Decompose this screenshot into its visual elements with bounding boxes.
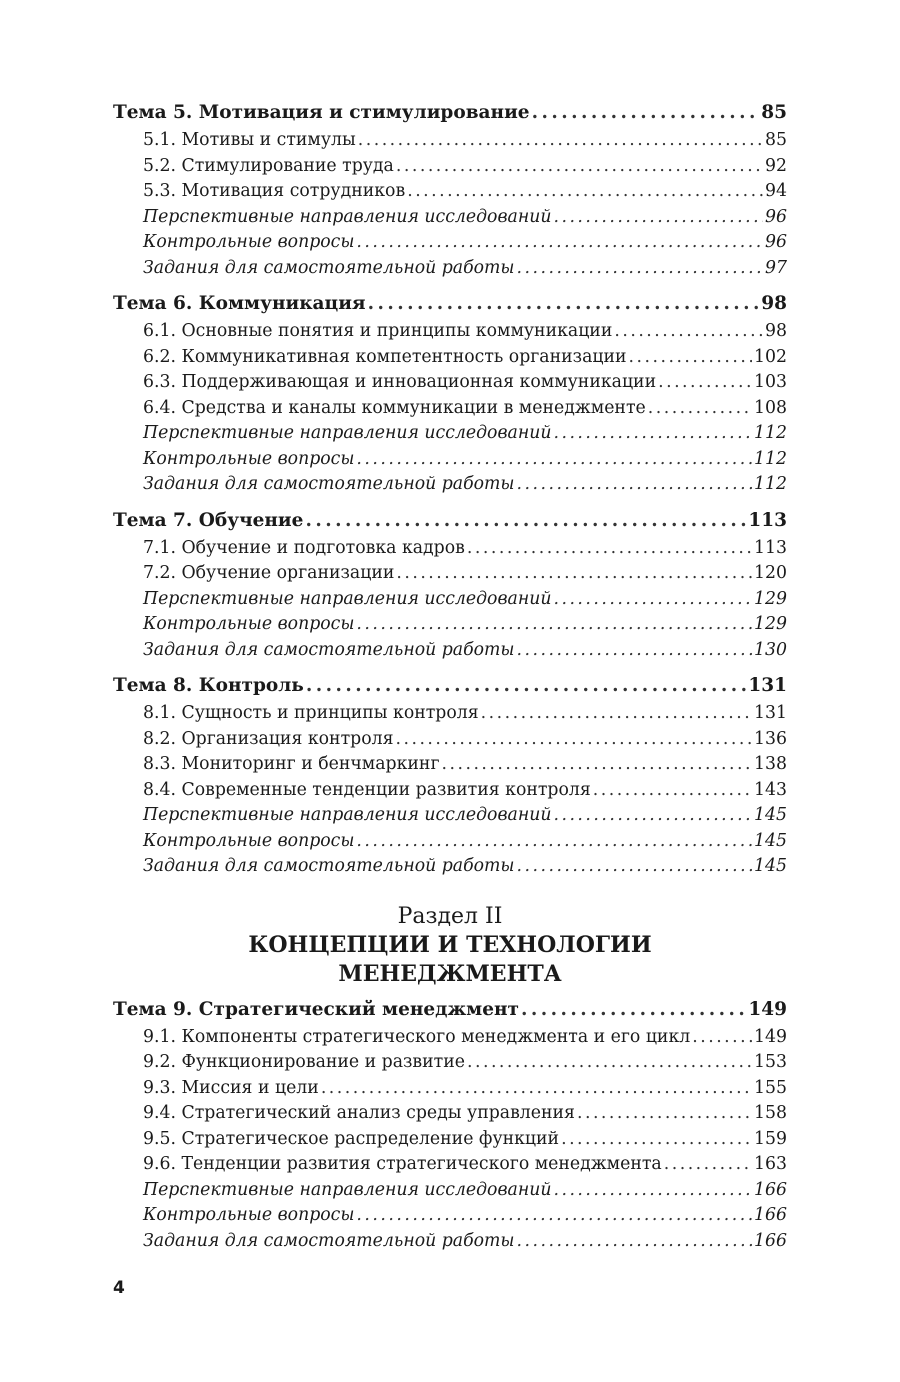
toc-supplement-title: Задания для самостоятельной работы [143,1230,515,1251]
topic-heading[interactable] [113,995,787,1025]
dot-leader [614,319,763,345]
toc-supplement-page: 166 [754,1179,787,1200]
toc-entry-title: 6.2. Коммуникативная компетентность организации [143,346,627,367]
toc-supplement-page: 129 [754,588,787,609]
toc-entry[interactable] [113,536,787,562]
toc-supplement-title: Контрольные вопросы [143,232,355,252]
dot-leader [658,370,752,396]
toc-entry[interactable] [113,1076,787,1102]
toc-entry-page: 92 [765,155,787,176]
toc-entry[interactable] [113,179,787,205]
toc-supplement-title: Задания для самостоятельной работы [143,856,515,876]
toc-supplement-page: 145 [754,805,787,825]
toc-supplement[interactable] [113,829,787,855]
dot-leader [517,638,752,664]
dot-leader [648,396,752,422]
toc-entry-title: 6.4. Средства и каналы коммуникации в менеджменте [143,397,646,418]
toc-entry-page: 103 [754,372,787,392]
dot-leader [356,829,752,855]
toc-entry-page: 136 [754,728,787,749]
dot-leader [305,506,746,536]
toc-supplement-page: 129 [754,614,787,634]
dot-leader [553,205,763,231]
dot-leader [396,154,763,180]
topic-heading-title: Тема 6. Коммуникация [113,293,366,314]
toc-entry-title: 9.5. Стратегическое распределение функций [143,1128,560,1149]
toc-supplement-title: Перспективные направления исследований [143,588,552,609]
dot-leader [577,1101,752,1127]
toc-entry[interactable] [113,727,787,753]
topics-after-section [113,995,787,1255]
dot-leader [664,1152,752,1178]
toc-entry-page: 159 [754,1128,787,1149]
toc-entry-title: 8.3. Мониторинг и бенчмаркинг [143,754,440,774]
toc-entry-page: 149 [754,1026,787,1047]
dot-leader [467,1050,752,1076]
toc-supplement-title: Контрольные вопросы [143,614,355,634]
topic-block [113,289,787,498]
dot-leader [368,289,760,319]
toc-supplement-page: 96 [765,206,787,227]
toc-entry-title: 9.6. Тенденции развития стратегического менеджмента [143,1154,662,1174]
dot-leader [356,612,752,638]
toc-supplement-title: Перспективные направления исследований [143,805,552,825]
toc-supplement-title: Перспективные направления исследований [143,423,552,443]
toc-entry-page: 85 [765,130,787,150]
toc-supplement[interactable] [113,803,787,829]
topic-block [113,995,787,1255]
topic-heading[interactable] [113,289,787,319]
topic-heading[interactable] [113,671,787,701]
toc-supplement[interactable] [113,256,787,282]
topic-heading-title: Тема 9. Стратегический менеджмент [113,998,520,1020]
toc-supplement-title: Задания для самостоятельной работы [143,639,515,660]
toc-supplement[interactable] [113,854,787,880]
toc-supplement[interactable] [113,612,787,638]
toc-supplement[interactable] [113,472,787,498]
dot-leader [356,230,763,256]
dot-leader [532,98,760,128]
topic-block [113,98,787,281]
toc-supplement-title: Контрольные вопросы [143,1205,355,1225]
topics-before-section [113,98,787,880]
toc-entry[interactable] [113,1127,787,1153]
toc-entry[interactable] [113,1152,787,1178]
toc-entry-title: 5.3. Мотивация сотрудников [143,181,406,201]
toc-supplement-title: Перспективные направления исследований [143,1179,552,1200]
section-title-line1: КОНЦЕПЦИИ И ТЕХНОЛОГИИ [248,931,652,958]
toc-supplement[interactable] [113,1178,787,1204]
topic-heading[interactable] [113,506,787,536]
dot-leader [521,995,746,1025]
toc-supplement[interactable] [113,421,787,447]
toc-entry-page: 143 [754,779,787,800]
toc-entry[interactable] [113,778,787,804]
section-heading [113,902,787,989]
dot-leader [306,671,747,701]
section-number: Раздел II [397,903,503,929]
table-of-contents [113,98,787,1262]
toc-entry-page: 163 [754,1154,787,1174]
dot-leader [517,256,763,282]
toc-entry-title: 9.3. Миссия и цели [143,1077,319,1098]
dot-leader [517,1229,752,1255]
topic-heading-page: 131 [748,675,787,696]
toc-supplement[interactable] [113,587,787,613]
toc-entry[interactable] [113,154,787,180]
toc-entry-page: 102 [754,346,787,367]
dot-leader [356,447,752,473]
toc-entry-page: 120 [754,563,787,583]
dot-leader [442,752,753,778]
toc-entry-page: 113 [754,537,787,558]
topic-heading-page: 85 [761,102,787,123]
toc-entry-title: 6.1. Основные понятия и принципы коммуникации [143,321,613,341]
toc-entry[interactable] [113,701,787,727]
toc-supplement[interactable] [113,638,787,664]
dot-leader [629,345,752,371]
toc-entry[interactable] [113,1101,787,1127]
toc-entry[interactable] [113,1025,787,1051]
toc-entry[interactable] [113,128,787,154]
toc-entry-page: 138 [754,754,787,774]
toc-entry[interactable] [113,561,787,587]
topic-heading-title: Тема 7. Обучение [113,509,304,531]
dot-leader [467,536,752,562]
toc-entry[interactable] [113,752,787,778]
toc-entry-page: 131 [754,703,787,723]
page-number: 4 [113,1278,125,1298]
toc-entry-title: 9.4. Стратегический анализ среды управления [143,1103,575,1123]
toc-entry[interactable] [113,370,787,396]
toc-entry-page: 155 [754,1077,787,1098]
toc-entry-page: 108 [754,397,787,418]
dot-leader [395,727,752,753]
section-title-line2: МЕНЕДЖМЕНТА [338,960,562,987]
toc-supplement-page: 112 [754,448,787,469]
toc-supplement[interactable] [113,1229,787,1255]
toc-supplement-page: 112 [754,423,787,443]
toc-supplement-page: 166 [754,1230,787,1251]
toc-supplement-page: 130 [754,639,787,660]
toc-entry-title: 7.2. Обучение организации [143,563,395,583]
dot-leader [517,472,752,498]
toc-supplement[interactable] [113,1203,787,1229]
dot-leader [692,1025,752,1051]
toc-entry-title: 8.2. Организация контроля [143,728,394,749]
topic-heading[interactable] [113,98,787,128]
dot-leader [356,1203,752,1229]
toc-entry[interactable] [113,345,787,371]
toc-supplement-title: Задания для самостоятельной работы [143,474,515,494]
dot-leader [553,803,752,829]
toc-supplement[interactable] [113,447,787,473]
toc-supplement-title: Перспективные направления исследований [143,206,552,227]
dot-leader [321,1076,752,1102]
topic-block [113,506,787,664]
toc-entry-title: 8.4. Современные тенденции развития контроля [143,779,591,800]
toc-supplement-title: Задания для самостоятельной работы [143,257,515,278]
toc-entry-page: 153 [754,1052,787,1072]
dot-leader [407,179,763,205]
toc-entry-page: 158 [754,1103,787,1123]
topic-heading-page: 149 [748,998,787,1020]
toc-supplement-page: 97 [765,257,787,278]
toc-entry-title: 5.1. Мотивы и стимулы [143,130,356,150]
toc-supplement-page: 145 [754,830,787,851]
toc-entry-title: 9.2. Функционирование и развитие [143,1052,465,1072]
dot-leader [561,1127,752,1153]
toc-supplement[interactable] [113,205,787,231]
topic-heading-page: 113 [748,509,787,531]
toc-supplement[interactable] [113,230,787,256]
dot-leader [593,778,752,804]
toc-supplement-title: Контрольные вопросы [143,830,355,851]
topic-heading-title: Тема 8. Контроль [113,675,304,696]
dot-leader [517,854,752,880]
toc-entry[interactable] [113,1050,787,1076]
toc-entry-title: 7.1. Обучение и подготовка кадров [143,537,465,558]
dot-leader [358,128,763,154]
toc-supplement-page: 96 [765,232,787,252]
toc-entry-title: 5.2. Стимулирование труда [143,155,394,176]
topic-block [113,671,787,880]
dot-leader [481,701,752,727]
toc-entry[interactable] [113,396,787,422]
topic-heading-title: Тема 5. Мотивация и стимулирование [113,102,530,123]
dot-leader [553,1178,752,1204]
toc-entry-title: 6.3. Поддерживающая и инновационная коммуникации [143,372,657,392]
toc-supplement-page: 166 [754,1205,787,1225]
toc-supplement-page: 145 [754,856,787,876]
toc-entry-page: 94 [765,181,787,201]
toc-supplement-page: 112 [754,474,787,494]
dot-leader [553,587,752,613]
toc-entry-title: 8.1. Сущность и принципы контроля [143,703,479,723]
topic-heading-page: 98 [761,293,787,314]
toc-supplement-title: Контрольные вопросы [143,448,355,469]
dot-leader [553,421,752,447]
toc-entry-title: 9.1. Компоненты стратегического менеджмента и его цикл [143,1026,691,1047]
toc-entry[interactable] [113,319,787,345]
dot-leader [396,561,752,587]
toc-entry-page: 98 [765,321,787,341]
